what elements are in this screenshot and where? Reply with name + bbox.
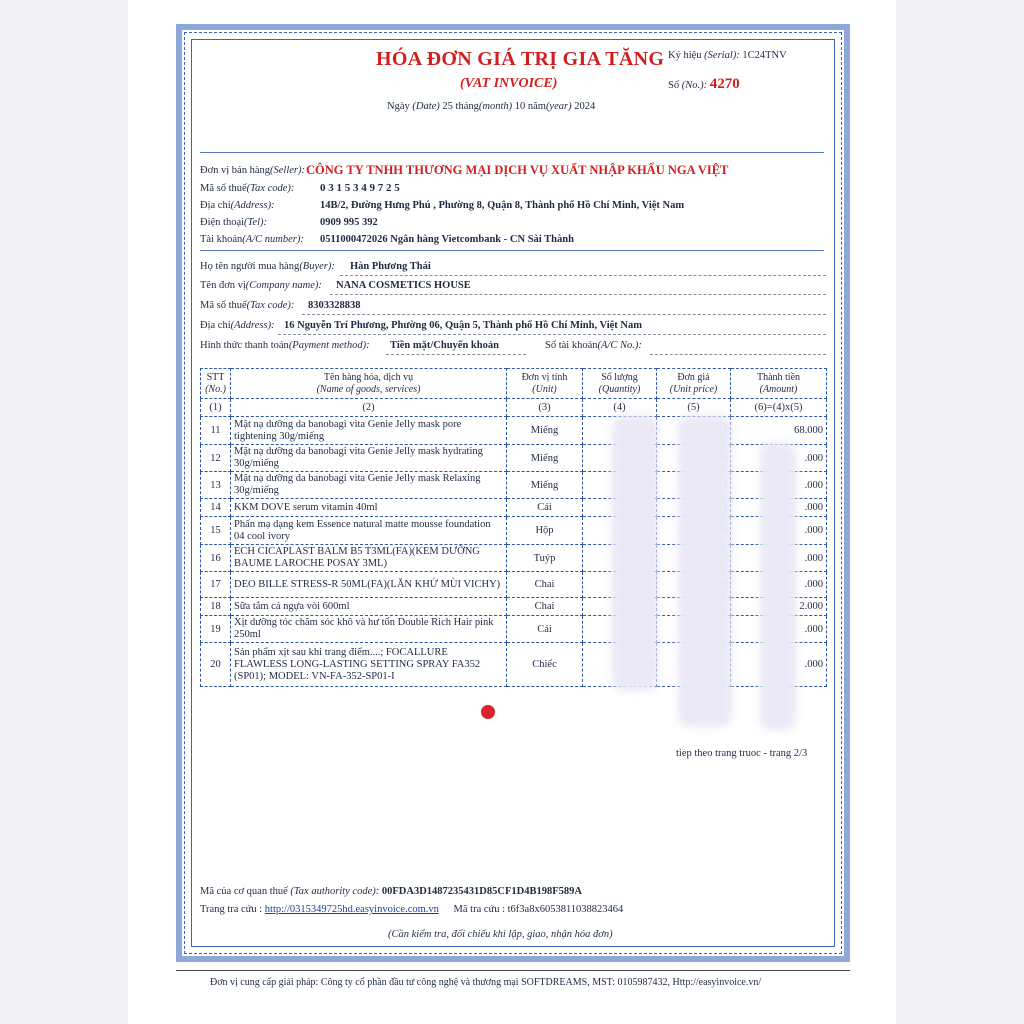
- footer-divider: [176, 970, 850, 971]
- item-amount: .000: [731, 499, 827, 517]
- row-number: 20: [201, 643, 231, 687]
- payment-row: [200, 340, 370, 351]
- seller-address: 14B/2, Đường Hưng Phú , Phường 8, Quận 8, Thành phố Hồ Chí Minh, Việt Nam: [320, 200, 685, 211]
- lookup-url-link[interactable]: http://0315349725hd.easyinvoice.com.vn: [264, 904, 439, 915]
- index-cell: (3): [507, 399, 583, 417]
- item-name: Mặt nạ dưỡng da banobagi vita Genie Jelly mask hydrating 30g/miếng: [231, 445, 507, 472]
- serial-label: Ký hiệu: [668, 50, 702, 61]
- buyer-address-row: [200, 320, 275, 331]
- buyer-company-label: Tên đơn vị: [200, 280, 246, 291]
- lookup-row: [200, 904, 623, 915]
- date-label-en: (Date): [412, 101, 440, 112]
- item-amount: .000: [731, 545, 827, 572]
- seller-tax-label: Mã số thuế: [200, 183, 247, 194]
- item-name: KKM DOVE serum vitamin 40ml: [231, 499, 507, 517]
- tax-authority-code: 00FDA3D1487235431D85CF1D4B198F589A: [381, 886, 582, 897]
- col-header-no: STT (No.): [201, 369, 231, 399]
- item-unit: Miếng: [507, 417, 583, 445]
- buyer-name-row: [200, 261, 335, 272]
- ac-no-row: [545, 340, 642, 351]
- index-cell: (1): [201, 399, 231, 417]
- col-header-quantity: Số lượng (Quantity): [583, 369, 657, 399]
- row-number: 12: [201, 445, 231, 472]
- item-amount: .000: [731, 517, 827, 545]
- item-name: Mặt nạ dưỡng da banobagi vita Genie Jelly mask pore tightening 30g/miếng: [231, 417, 507, 445]
- seller-phone-label: Điện thoại: [200, 217, 245, 228]
- item-unit: Tuýp: [507, 545, 583, 572]
- items-body: [201, 417, 827, 687]
- table-row: [201, 499, 827, 517]
- buyer-name-label-en: (Buyer):: [299, 261, 335, 272]
- privacy-blur-price: [678, 415, 732, 727]
- seller-account-row: [200, 234, 304, 245]
- item-name: DEO BILLE STRESS-R 50ML(FA)(LĂN KHỬ MÙI VICHY): [231, 572, 507, 598]
- month-label: tháng: [455, 101, 479, 112]
- seller-address-label: Địa chỉ: [200, 200, 231, 211]
- seller-name: CÔNG TY TNHH THƯƠNG MẠI DỊCH VỤ XUẤT NHẬP KHẨU NGA VIỆT: [306, 163, 729, 177]
- continuation-note: tiep theo trang truoc - trang 2/3: [676, 748, 808, 759]
- month-label-en: (month): [478, 101, 513, 112]
- index-cell: (4): [583, 399, 657, 417]
- ac-no-label-en: (A/C No.):: [597, 340, 642, 351]
- item-unit: Cái: [507, 499, 583, 517]
- serial-value: 1C24TNV: [742, 50, 787, 61]
- index-cell: (5): [657, 399, 731, 417]
- item-unit: Miếng: [507, 472, 583, 499]
- table-row: [201, 616, 827, 643]
- table-row: [201, 472, 827, 499]
- date-month: 10: [514, 101, 526, 112]
- buyer-name: Hàn Phương Thái: [350, 261, 431, 272]
- table-row: [201, 572, 827, 598]
- date-line: [387, 101, 595, 112]
- buyer-tax-label-en: (Tax code):: [246, 300, 295, 311]
- privacy-blur-amount: [760, 442, 796, 730]
- table-index-row: [201, 399, 827, 417]
- row-number: 16: [201, 545, 231, 572]
- buyer-tax-code: 8303328838: [308, 300, 361, 311]
- item-unit: Cái: [507, 616, 583, 643]
- table-row: [201, 445, 827, 472]
- lookup-code-label: Mã tra cứu :: [453, 904, 505, 915]
- item-unit: Chiếc: [507, 643, 583, 687]
- table-row: [201, 545, 827, 572]
- col-header-amount: Thành tiền (Amount): [731, 369, 827, 399]
- seller-account-label: Tài khoản: [200, 234, 243, 245]
- table-header-row: [201, 369, 827, 399]
- item-name: ECH CICAPLAST BALM B5 T3ML(FA)(KEM DƯỠNG BAUME LAROCHE POSAY 3ML): [231, 545, 507, 572]
- seller-tax-code: 0 3 1 5 3 4 9 7 2 5: [320, 182, 400, 194]
- date-day: 25: [442, 101, 453, 112]
- row-number: 17: [201, 572, 231, 598]
- col-header-unit-price: Đơn giá (Unit price): [657, 369, 731, 399]
- item-name: Xịt dưỡng tóc chăm sóc khô và hư tổn Double Rich Hair pink 250ml: [231, 616, 507, 643]
- buyer-address-label-en: (Address):: [230, 320, 275, 331]
- buyer-company-label-en: (Company name):: [245, 280, 322, 291]
- buyer-address: 16 Nguyễn Trí Phương, Phường 06, Quận 5, Thành phố Hồ Chí Minh, Việt Nam: [284, 320, 642, 331]
- items-table: [200, 368, 827, 687]
- row-number: 13: [201, 472, 231, 499]
- seller-account-label-en: (A/C number):: [242, 234, 304, 245]
- seller-tax-row: [200, 183, 294, 194]
- index-cell: (6)=(4)x(5): [731, 399, 827, 417]
- table-row: [201, 417, 827, 445]
- row-number: 19: [201, 616, 231, 643]
- row-number: 15: [201, 517, 231, 545]
- buyer-tax-row: [200, 300, 294, 311]
- item-name: Mặt nạ dưỡng da banobagi vita Genie Jelly mask Relaxing 30g/miếng: [231, 472, 507, 499]
- ac-no-dots: [650, 354, 826, 355]
- table-row: [201, 598, 827, 616]
- date-year: 2024: [574, 101, 596, 112]
- divider-top: [200, 152, 824, 153]
- date-label: Ngày: [387, 101, 410, 112]
- col-header-name: Tên hàng hóa, dịch vụ (Name of goods, services): [231, 369, 507, 399]
- buyer-address-label: Địa chỉ: [200, 320, 231, 331]
- item-unit: Miếng: [507, 445, 583, 472]
- buyer-tax-label: Mã số thuế: [200, 300, 247, 311]
- no-label: Số: [668, 80, 680, 91]
- payment-method: Tiền mặt/Chuyển khoản: [390, 340, 499, 351]
- verification-note: (Cần kiểm tra, đối chiếu khi lập, giao, nhận hóa đơn): [388, 929, 613, 940]
- red-dot-marker: [481, 705, 495, 719]
- item-name: Sữa tắm cá ngựa vòi 600ml: [231, 598, 507, 616]
- item-amount: .000: [731, 472, 827, 499]
- item-unit: Chai: [507, 598, 583, 616]
- col-header-unit: Đơn vị tính (Unit): [507, 369, 583, 399]
- payment-dots: [386, 354, 526, 355]
- lookup-label: Trang tra cứu :: [200, 904, 263, 915]
- invoice-subtitle: (VAT INVOICE): [460, 76, 558, 91]
- invoice-title: HÓA ĐƠN GIÁ TRỊ GIA TĂNG: [376, 48, 665, 70]
- buyer-company-dots: [330, 294, 826, 295]
- seller-phone: 0909 995 392: [320, 217, 378, 228]
- item-amount: .000: [731, 616, 827, 643]
- invoice-number-line: [668, 76, 740, 93]
- index-cell: (2): [231, 399, 507, 417]
- table-row: [201, 643, 827, 687]
- tax-authority-label: Mã của cơ quan thuế: [200, 886, 288, 897]
- tax-authority-row: [200, 886, 582, 897]
- serial-label-en: (Serial):: [704, 50, 740, 61]
- seller-phone-row: [200, 217, 267, 228]
- item-amount: 68.000: [731, 417, 827, 445]
- seller-phone-label-en: (Tel):: [244, 217, 267, 228]
- ac-no-label: Số tài khoản: [545, 340, 598, 351]
- buyer-address-dots: [278, 334, 826, 335]
- buyer-name-dots: [340, 275, 826, 276]
- seller-account: 0511000472026 Ngân hàng Vietcombank - CN Sài Thành: [320, 234, 574, 245]
- item-name: Phấn mạ dạng kem Essence natural matte mousse foundation 04 cool ivory: [231, 517, 507, 545]
- item-amount: 2.000: [731, 598, 827, 616]
- payment-label-en: (Payment method):: [288, 340, 370, 351]
- payment-label: Hình thức thanh toán: [200, 340, 289, 351]
- item-name: Sản phẩm xịt sau khi trang điểm....; FOCALLURE FLAWLESS LONG-LASTING SETTING SPRAY FA352 (SP01); MODEL: VN-FA-352-SP01-I: [231, 643, 507, 687]
- seller-name-row: [200, 165, 305, 176]
- divider-seller: [200, 250, 824, 251]
- item-unit: Chai: [507, 572, 583, 598]
- privacy-blur-quantity: [612, 415, 658, 691]
- item-amount: .000: [731, 445, 827, 472]
- lookup-code: t6f3a8x6053811038823464: [507, 904, 624, 915]
- row-number: 11: [201, 417, 231, 445]
- seller-address-row: [200, 200, 275, 211]
- invoice-number: 4270: [709, 76, 740, 92]
- item-unit: Hộp: [507, 517, 583, 545]
- item-amount: .000: [731, 643, 827, 687]
- row-number: 14: [201, 499, 231, 517]
- table-row: [201, 517, 827, 545]
- buyer-tax-dots: [302, 314, 826, 315]
- buyer-company-row: [200, 280, 322, 291]
- seller-name-label: Đơn vị bán hàng: [200, 165, 270, 176]
- year-label: năm: [527, 101, 546, 112]
- buyer-name-label: Họ tên người mua hàng: [200, 261, 300, 272]
- seller-tax-label-en: (Tax code):: [246, 183, 295, 194]
- seller-name-label-en: (Seller):: [270, 165, 305, 176]
- no-label-en: (No.):: [681, 80, 708, 91]
- row-number: 18: [201, 598, 231, 616]
- tax-authority-label-en: (Tax authority code):: [290, 886, 380, 897]
- year-label-en: (year): [545, 101, 572, 112]
- provider-info: Đơn vị cung cấp giải pháp: Công ty cổ phần đầu tư công nghệ và thương mại SOFTDREAMS, MST: 0105987432, Http://easyinvoice.vn/: [210, 977, 762, 988]
- serial-line: [668, 50, 787, 61]
- item-amount: .000: [731, 572, 827, 598]
- seller-address-label-en: (Address):: [230, 200, 275, 211]
- buyer-company: NANA COSMETICS HOUSE: [336, 280, 471, 291]
